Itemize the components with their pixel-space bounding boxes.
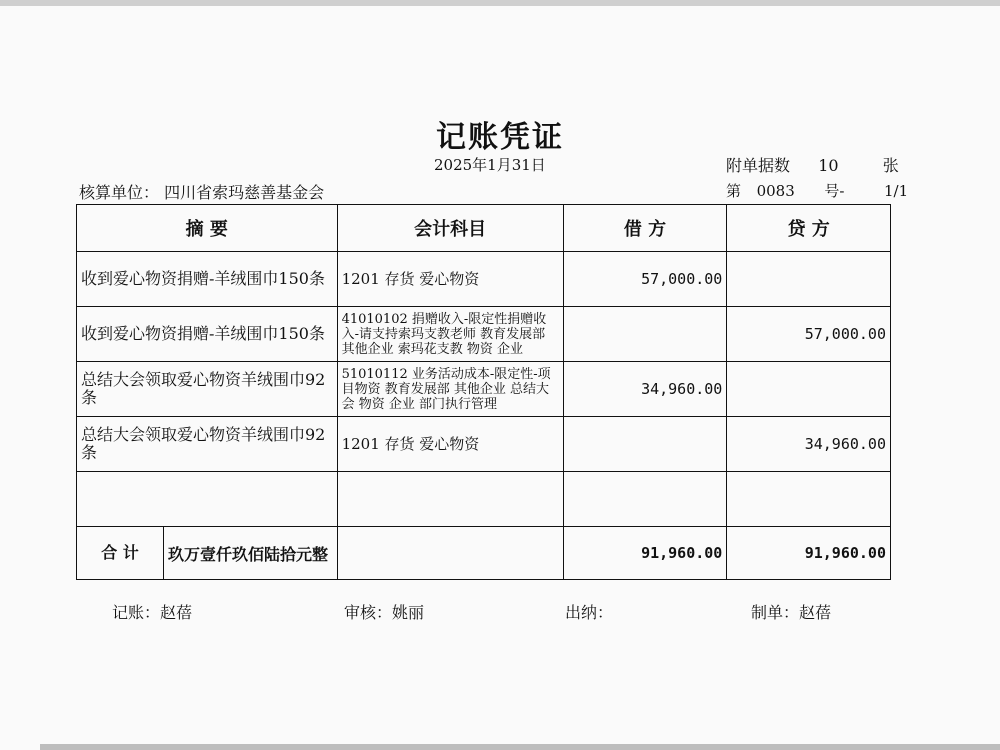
row-summary: 收到爱心物资捐赠-羊绒围巾150条: [77, 307, 338, 362]
row-summary: 总结大会领取爱心物资羊绒围巾92条: [77, 417, 338, 472]
row-debit: 57,000.00: [563, 252, 727, 307]
header-summary: 摘 要: [77, 205, 338, 252]
row-credit: [727, 252, 891, 307]
attachments-unit: 张: [882, 156, 899, 175]
voucher-suffix: 号-: [824, 182, 845, 200]
cashier-label: 出纳：: [565, 603, 614, 622]
bookkeeper-label: 记账：: [112, 603, 161, 622]
preparer: [751, 600, 831, 623]
row-credit: 34,960.00: [727, 417, 891, 472]
table-row-empty: [77, 472, 891, 527]
attachments-count: 10: [818, 156, 839, 175]
header-credit: 贷 方: [727, 205, 891, 252]
voucher-number: 0083: [756, 182, 795, 200]
total-label: 合 计: [77, 527, 164, 579]
total-amount-words: 玖万壹仟玖佰陆拾元整: [168, 544, 329, 564]
table-row: [77, 417, 891, 472]
preparer-name: 赵蓓: [799, 603, 832, 622]
row-debit: 34,960.00: [563, 362, 727, 417]
row-account: 1201 存货 爱心物资: [337, 417, 563, 472]
attachments-info: [726, 153, 899, 176]
voucher-table: [76, 204, 891, 580]
row-account: [337, 472, 563, 527]
bookkeeper-name: 赵蓓: [160, 603, 193, 622]
cashier: [565, 600, 613, 623]
row-credit: [727, 472, 891, 527]
reviewer-label: 审核：: [344, 603, 393, 622]
row-account: 1201 存货 爱心物资: [337, 252, 563, 307]
voucher-date: 2025年1月31日: [434, 156, 546, 174]
voucher-prefix: 第: [726, 182, 742, 200]
voucher-title: 记账凭证: [436, 120, 564, 155]
row-summary: 总结大会领取爱心物资羊绒围巾92条: [77, 362, 338, 417]
table-row: [77, 362, 891, 417]
header-account: 会计科目: [337, 205, 563, 252]
scan-edge-top: [0, 0, 1000, 6]
total-account-cell: [337, 527, 563, 580]
attachments-label: 附单据数: [726, 156, 791, 175]
preparer-label: 制单：: [751, 603, 800, 622]
table-header-row: [77, 205, 891, 252]
voucher-number-info: [726, 180, 908, 201]
total-cell: [77, 527, 338, 580]
row-summary: 收到爱心物资捐赠-羊绒围巾150条: [77, 252, 338, 307]
table-row: [77, 307, 891, 362]
total-credit: 91,960.00: [727, 527, 891, 580]
row-debit: [563, 307, 727, 362]
row-account: 51010112 业务活动成本-限定性-项目物资 教育发展部 其他企业 总结大会 物资 企业 部门执行管理: [337, 362, 563, 417]
header-debit: 借 方: [563, 205, 727, 252]
voucher-page: 1/1: [883, 182, 909, 200]
reviewer-name: 姚丽: [392, 603, 425, 622]
row-account: 41010102 捐赠收入-限定性捐赠收入-请支持索玛支教老师 教育发展部 其他企业 索玛花支教 物资 企业: [337, 307, 563, 362]
row-credit: [727, 362, 891, 417]
row-summary: [77, 472, 338, 527]
bookkeeper: [112, 600, 192, 623]
unit-label: 核算单位：: [79, 183, 160, 202]
unit-name: 四川省索玛慈善基金会: [164, 183, 325, 202]
row-debit: [563, 472, 727, 527]
row-credit: 57,000.00: [727, 307, 891, 362]
reviewer: [344, 600, 424, 623]
total-row: [77, 527, 891, 580]
scan-edge-bottom: [40, 744, 1000, 750]
total-debit: 91,960.00: [563, 527, 727, 580]
row-debit: [563, 417, 727, 472]
table-row: [77, 252, 891, 307]
accounting-unit: [79, 180, 324, 203]
